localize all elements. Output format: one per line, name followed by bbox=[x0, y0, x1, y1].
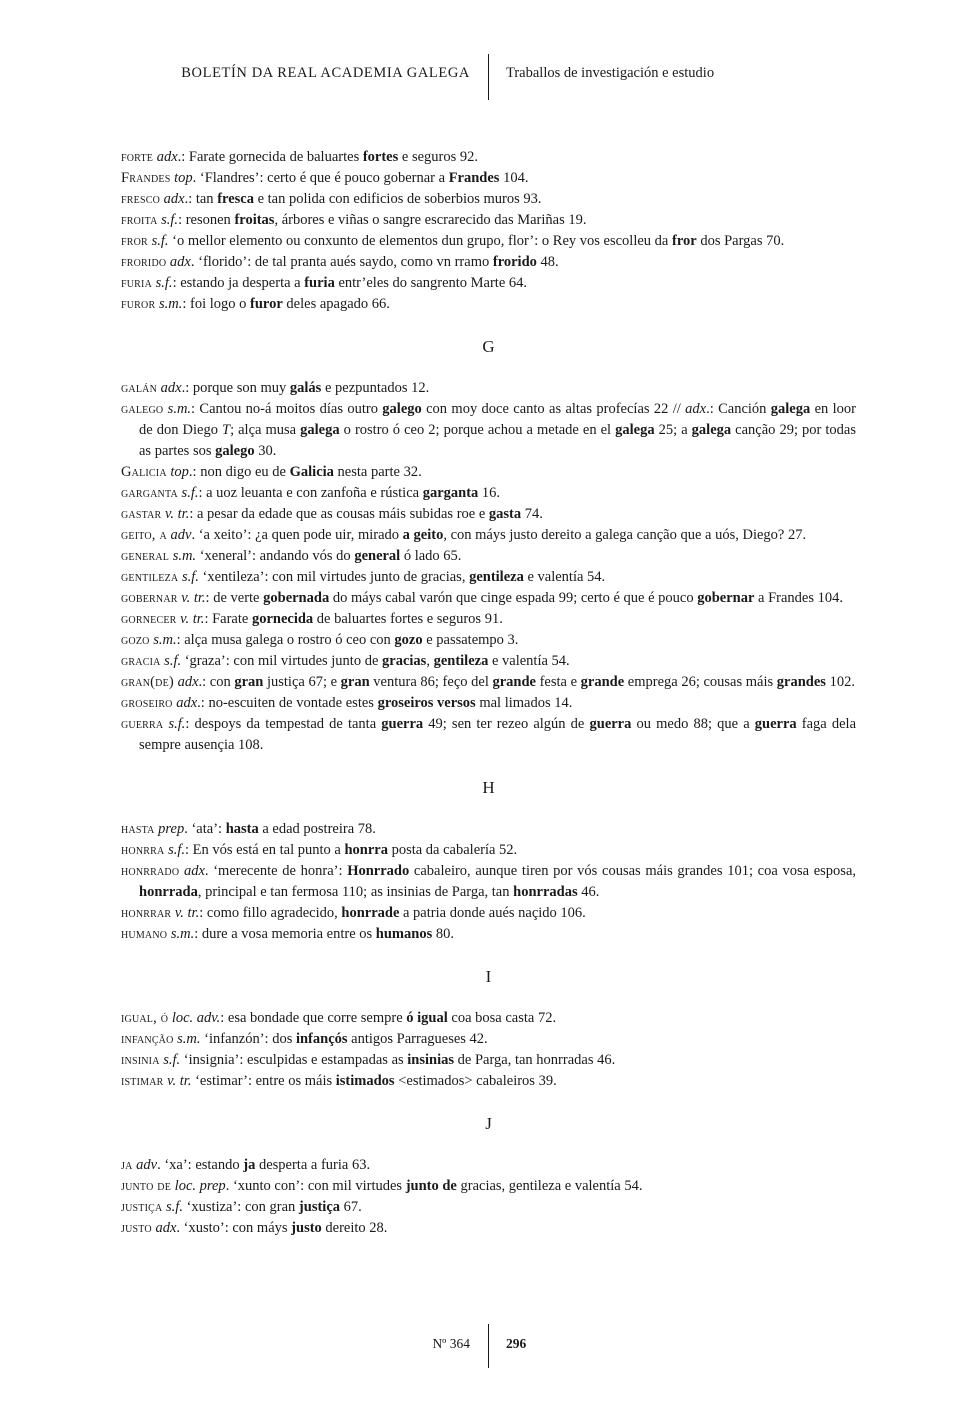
quoted-term: fortes bbox=[362, 149, 399, 165]
quoted-term: hasta bbox=[225, 821, 259, 837]
quoted-term: galego bbox=[215, 443, 255, 459]
headword: guerra bbox=[121, 716, 164, 732]
headword: honrrar bbox=[121, 905, 172, 921]
entry-text: justiça 67; e bbox=[263, 674, 341, 690]
glossary-entry bbox=[121, 210, 856, 231]
entry-text: canção 29; por todas as partes sos bbox=[139, 422, 856, 459]
glossary-entry bbox=[121, 1029, 856, 1050]
headword: junto de bbox=[121, 1178, 172, 1194]
headword: fror bbox=[121, 233, 148, 249]
entry-text: ‘xentileza’: con mil virtudes junto de gracias, bbox=[198, 569, 470, 585]
quoted-term: galega bbox=[615, 422, 655, 438]
entry-text: . ‘merecente de honra’: bbox=[204, 863, 348, 879]
grammar-label: v. tr. bbox=[180, 611, 205, 627]
headword: justo bbox=[121, 1220, 152, 1236]
grammar-label: s.f. bbox=[151, 233, 169, 249]
entry-text: ; alça musa bbox=[230, 422, 301, 438]
headword: justiça bbox=[121, 1199, 163, 1215]
headword: fresco bbox=[121, 191, 160, 207]
quoted-term: ó igual bbox=[406, 1010, 448, 1026]
quoted-term: gobernada bbox=[263, 590, 330, 606]
headword: furor bbox=[121, 296, 156, 312]
entry-text: . ‘Flandres’: certo é que é pouco gobernar a bbox=[192, 170, 449, 186]
entry-text: 80. bbox=[432, 926, 454, 942]
entry-text: gracias, gentileza e valentía 54. bbox=[456, 1178, 643, 1194]
glossary-entry bbox=[121, 672, 856, 693]
entry-text: dereito 28. bbox=[321, 1220, 388, 1236]
headword: humano bbox=[121, 926, 168, 942]
entry-text: a edad postreira 78. bbox=[258, 821, 376, 837]
entry-text: .: con bbox=[198, 674, 235, 690]
grammar-label: s.f. bbox=[181, 569, 199, 585]
quoted-term: gasta bbox=[488, 506, 522, 522]
headword: Frandes bbox=[121, 170, 171, 186]
issue-number: Nº 364 bbox=[432, 1336, 470, 1351]
entry-text: entr’eles do sangrento Marte 64. bbox=[334, 275, 528, 291]
quoted-term: garganta bbox=[422, 485, 479, 501]
section-title: Traballos de investigación e estudio bbox=[506, 65, 715, 81]
glossary-entry bbox=[121, 504, 856, 525]
grammar-label: s.m. bbox=[172, 548, 197, 564]
grammar-label: adx bbox=[176, 695, 198, 711]
entry-text: 49; sen ter rezeo algún de bbox=[423, 716, 590, 732]
glossary-entry bbox=[121, 903, 856, 924]
grammar-label: adv bbox=[170, 527, 192, 543]
quoted-term: gornecida bbox=[251, 611, 314, 627]
quoted-term: ja bbox=[243, 1157, 256, 1173]
entry-text: , principal e tan fermosa 110; as insinias de Parga, tan bbox=[197, 884, 514, 900]
headword: hasta bbox=[121, 821, 155, 837]
entry-text: do máys cabal varón que cinge espada 99; certo é que é pouco bbox=[329, 590, 698, 606]
grammar-label: s.f. bbox=[168, 842, 185, 858]
entry-text: , bbox=[426, 653, 434, 669]
glossary-entry bbox=[121, 840, 856, 861]
quoted-term: furia bbox=[304, 275, 335, 291]
entry-text: <estimados> cabaleiros 39. bbox=[394, 1073, 557, 1089]
glossary-entry bbox=[121, 1176, 856, 1197]
glossary-entry bbox=[121, 1218, 856, 1239]
quoted-term: guerra bbox=[754, 716, 797, 732]
entry-text: con moy doce canto as altas profecías 22 // bbox=[421, 401, 686, 417]
quoted-term: honrrade bbox=[341, 905, 400, 921]
entry-text: e valentía 54. bbox=[488, 653, 570, 669]
entry-text: . ‘xusto’: con máys bbox=[176, 1220, 292, 1236]
glossary-entry bbox=[121, 1071, 856, 1092]
entry-text: : como fillo agradecido, bbox=[199, 905, 342, 921]
glossary-entry bbox=[121, 630, 856, 651]
grammar-label: v. tr. bbox=[181, 590, 206, 606]
headword: general bbox=[121, 548, 170, 564]
quoted-term: istimados bbox=[335, 1073, 395, 1089]
quoted-term: infançós bbox=[295, 1031, 348, 1047]
quoted-term: gozo bbox=[394, 632, 423, 648]
headword: furia bbox=[121, 275, 153, 291]
quoted-term: galás bbox=[289, 380, 322, 396]
entry-text: cabaleiro, aunque tiren por vós cousas máis grandes 101; coa vosa esposa, bbox=[409, 863, 856, 879]
page-number: 296 bbox=[506, 1336, 527, 1351]
entry-text: ‘insignia’: esculpidas e estampadas as bbox=[180, 1052, 408, 1068]
quoted-term: frorido bbox=[492, 254, 537, 270]
grammar-label: v. tr. bbox=[174, 905, 200, 921]
entry-text: desperta a furia 63. bbox=[255, 1157, 371, 1173]
section-letter: I bbox=[485, 967, 492, 986]
glossary-entry bbox=[121, 378, 856, 399]
entry-text: o rostro ó ceo 2; porque achou a metade en el bbox=[339, 422, 616, 438]
entry-text: e tan polida con edificios de soberbios muros 93. bbox=[253, 191, 542, 207]
quoted-term: galega bbox=[691, 422, 732, 438]
entry-text: mal limados 14. bbox=[475, 695, 573, 711]
entry-text: e valentía 54. bbox=[523, 569, 606, 585]
entry-text: a Frandes 104. bbox=[754, 590, 843, 606]
entry-text: festa e bbox=[535, 674, 581, 690]
headword: gozo bbox=[121, 632, 150, 648]
journal-title: BOLETÍN DA REAL ACADEMIA GALEGA bbox=[181, 65, 470, 81]
headword: frorido bbox=[121, 254, 167, 270]
glossary-entry bbox=[121, 609, 856, 630]
entry-text: de baluartes fortes e seguros 91. bbox=[313, 611, 503, 627]
quoted-term: junto de bbox=[405, 1178, 457, 1194]
entry-text: .: Canción bbox=[706, 401, 771, 417]
glossary-entry bbox=[121, 399, 856, 462]
glossary-content bbox=[121, 147, 856, 1239]
entry-text: .: tan bbox=[184, 191, 218, 207]
entry-text: : esa bondade que corre sempre bbox=[220, 1010, 407, 1026]
entry-text: 104. bbox=[499, 170, 529, 186]
quoted-term: gran bbox=[340, 674, 370, 690]
glossary-entry bbox=[121, 714, 856, 756]
quoted-term: general bbox=[354, 548, 401, 564]
headword: gastar bbox=[121, 506, 162, 522]
entry-text: .: non digo eu de bbox=[188, 464, 290, 480]
grammar-label: adx bbox=[156, 149, 178, 165]
entry-text: : En vós está en tal punto a bbox=[184, 842, 345, 858]
entry-text: a patria donde aués naçido 106. bbox=[399, 905, 586, 921]
headword: Galicia bbox=[121, 464, 167, 480]
entry-text: . ‘ata’: bbox=[184, 821, 226, 837]
glossary-entry bbox=[121, 252, 856, 273]
headword: igual, ó bbox=[121, 1010, 169, 1026]
grammar-label: s.m. bbox=[158, 296, 183, 312]
glossary-entry bbox=[121, 693, 856, 714]
entry-text: . ‘xa’: estando bbox=[157, 1157, 244, 1173]
quoted-term: gentileza bbox=[469, 569, 524, 585]
glossary-entry bbox=[121, 567, 856, 588]
headword: istimar bbox=[121, 1073, 164, 1089]
grammar-label: s.f. bbox=[161, 212, 179, 228]
grammar-label: adx bbox=[685, 401, 707, 417]
entry-text: : de verte bbox=[205, 590, 264, 606]
entry-text: : despoys da tempestad de tanta bbox=[185, 716, 382, 732]
headword: honrrado bbox=[121, 863, 180, 879]
quoted-term: justiça bbox=[298, 1199, 341, 1215]
glossary-entry bbox=[121, 1050, 856, 1071]
grammar-label: v. tr. bbox=[167, 1073, 192, 1089]
glossary-entry bbox=[121, 273, 856, 294]
quoted-term: Honrrado bbox=[347, 863, 410, 879]
glossary-entry bbox=[121, 1008, 856, 1029]
quoted-term: honrradas bbox=[513, 884, 578, 900]
section-letter: J bbox=[485, 1114, 492, 1133]
quoted-term: grande bbox=[580, 674, 625, 690]
entry-text: e passatempo 3. bbox=[422, 632, 519, 648]
quoted-term: guerra bbox=[381, 716, 424, 732]
quoted-term: galego bbox=[382, 401, 422, 417]
grammar-label: v. tr. bbox=[165, 506, 190, 522]
entry-text: 25; a bbox=[654, 422, 692, 438]
headword: infanção bbox=[121, 1031, 174, 1047]
quoted-term: guerra bbox=[589, 716, 632, 732]
entry-text: : a uoz leuanta e con zanfoña e rústica bbox=[198, 485, 423, 501]
grammar-label: s.m. bbox=[153, 632, 177, 648]
entry-text: ventura 86; feço del bbox=[369, 674, 493, 690]
grammar-label: loc. adv. bbox=[171, 1010, 221, 1026]
headword: froita bbox=[121, 212, 158, 228]
glossary-entry bbox=[121, 294, 856, 315]
grammar-label: top bbox=[170, 464, 189, 480]
entry-text: . ‘xunto con’: con mil virtudes bbox=[225, 1178, 406, 1194]
glossary-entry bbox=[121, 462, 856, 483]
glossary-entry bbox=[121, 546, 856, 567]
entry-text: .: Farate gornecida de baluartes bbox=[177, 149, 363, 165]
entry-text: : dure a vosa memoria entre os bbox=[194, 926, 376, 942]
grammar-label: adx bbox=[183, 863, 205, 879]
quoted-term: gracias bbox=[382, 653, 427, 669]
grammar-label: s.m. bbox=[167, 401, 192, 417]
headword: insinia bbox=[121, 1052, 160, 1068]
entry-text: dos Pargas 70. bbox=[696, 233, 785, 249]
glossary-entry bbox=[121, 1155, 856, 1176]
quoted-term: grande bbox=[492, 674, 536, 690]
glossary-entry bbox=[121, 819, 856, 840]
quoted-term: fresca bbox=[217, 191, 254, 207]
entry-text: ‘xeneral’: andando vós do bbox=[196, 548, 355, 564]
entry-text: coa bosa casta 72. bbox=[447, 1010, 557, 1026]
quoted-term: groseiros versos bbox=[377, 695, 476, 711]
entry-text: 48. bbox=[536, 254, 559, 270]
quoted-term: a geito bbox=[402, 527, 444, 543]
entry-text: , con máys justo dereito a galega canção que a uós, Diego? 27. bbox=[443, 527, 807, 543]
headword: gracia bbox=[121, 653, 161, 669]
grammar-label: adx bbox=[163, 191, 185, 207]
quoted-term: gobernar bbox=[697, 590, 755, 606]
entry-text: ‘o mellor elemento ou conxunto de elementos dun grupo, flor’: o Rey vos escolleu da bbox=[168, 233, 672, 249]
grammar-label: s.f. bbox=[166, 1199, 183, 1215]
glossary-entry bbox=[121, 924, 856, 945]
quoted-term: insinias bbox=[407, 1052, 455, 1068]
entry-text: e pezpuntados 12. bbox=[321, 380, 430, 396]
entry-text: e seguros 92. bbox=[398, 149, 479, 165]
headword: gobernar bbox=[121, 590, 178, 606]
headword: groseiro bbox=[121, 695, 173, 711]
glossary-entry bbox=[121, 1197, 856, 1218]
entry-text: : resonen bbox=[178, 212, 235, 228]
glossary-entry bbox=[121, 231, 856, 252]
grammar-label: s.m. bbox=[170, 926, 195, 942]
entry-text: faga dela sempre ausençia 108. bbox=[139, 716, 857, 753]
grammar-label: adv bbox=[136, 1157, 158, 1173]
grammar-label: s.f. bbox=[181, 485, 199, 501]
grammar-label: adx bbox=[155, 1220, 177, 1236]
grammar-label: s.f. bbox=[168, 716, 186, 732]
section-letter: G bbox=[482, 337, 495, 356]
glossary-entry bbox=[121, 651, 856, 672]
entry-text: : estando ja desperta a bbox=[172, 275, 305, 291]
quoted-term: froitas bbox=[234, 212, 275, 228]
entry-text: ou medo 88; que a bbox=[631, 716, 755, 732]
headword: galán bbox=[121, 380, 157, 396]
entry-text: : Farate bbox=[204, 611, 252, 627]
glossary-entry bbox=[121, 525, 856, 546]
quoted-term: furor bbox=[250, 296, 283, 312]
entry-text: deles apagado 66. bbox=[282, 296, 390, 312]
quoted-term: honrrada bbox=[139, 884, 198, 900]
entry-text: 30. bbox=[254, 443, 277, 459]
entry-text: ‘estimar’: entre os máis bbox=[191, 1073, 336, 1089]
quoted-term: Frandes bbox=[448, 170, 500, 186]
entry-text: 16. bbox=[478, 485, 501, 501]
entry-text: . ‘florido’: de tal pranta aués saydo, como vn rramo bbox=[190, 254, 493, 270]
quoted-term: humanos bbox=[375, 926, 433, 942]
entry-text: : alça musa galega o rostro ó ceo con bbox=[176, 632, 395, 648]
quoted-term: honrra bbox=[344, 842, 388, 858]
entry-text: . ‘a xeito’: ¿a quen pode uir, mirado bbox=[191, 527, 403, 543]
header-divider bbox=[488, 54, 489, 100]
grammar-label: top bbox=[174, 170, 193, 186]
grammar-label: prep bbox=[158, 821, 185, 837]
entry-text: nesta parte 32. bbox=[333, 464, 422, 480]
quoted-term: gran bbox=[234, 674, 264, 690]
entry-text: .: no-escuiten de vontade estes bbox=[197, 695, 378, 711]
quoted-term: grandes bbox=[776, 674, 826, 690]
quoted-term: Galicia bbox=[289, 464, 334, 480]
entry-text: ‘graza’: con mil virtudes junto de bbox=[181, 653, 383, 669]
headword: gornecer bbox=[121, 611, 177, 627]
headword: gran(de) bbox=[121, 674, 174, 690]
entry-text: 46. bbox=[577, 884, 600, 900]
entry-text: : foi logo o bbox=[182, 296, 251, 312]
headword: ja bbox=[121, 1157, 133, 1173]
grammar-label: adx bbox=[169, 254, 191, 270]
entry-text: posta da cabalería 52. bbox=[387, 842, 518, 858]
entry-text: antigos Parragueses 42. bbox=[347, 1031, 488, 1047]
grammar-label: s.m. bbox=[177, 1031, 201, 1047]
section-letter: H bbox=[482, 778, 495, 797]
headword: gentileza bbox=[121, 569, 179, 585]
entry-text: , árbores e viñas o sangre escrarecido das Mariñas 19. bbox=[274, 212, 587, 228]
entry-text: 74. bbox=[521, 506, 543, 522]
headword: garganta bbox=[121, 485, 178, 501]
grammar-label: adx bbox=[177, 674, 199, 690]
quoted-term: galega bbox=[300, 422, 340, 438]
glossary-entry bbox=[121, 588, 856, 609]
entry-text: ‘infanzón’: dos bbox=[200, 1031, 296, 1047]
grammar-label: s.f. bbox=[164, 653, 182, 669]
headword: forte bbox=[121, 149, 154, 165]
entry-text: ó lado 65. bbox=[400, 548, 462, 564]
footer-divider bbox=[488, 1324, 489, 1368]
grammar-label: T bbox=[221, 422, 231, 438]
glossary-entry bbox=[121, 168, 856, 189]
entry-text: 67. bbox=[340, 1199, 362, 1215]
glossary-entry bbox=[121, 189, 856, 210]
glossary-entry bbox=[121, 147, 856, 168]
entry-text: 102. bbox=[825, 674, 855, 690]
entry-text: : a pesar da edade que as cousas máis subidas roe e bbox=[189, 506, 489, 522]
entry-text: ‘xustiza’: con gran bbox=[182, 1199, 299, 1215]
glossary-entry bbox=[121, 861, 856, 903]
grammar-label: loc. prep bbox=[174, 1178, 226, 1194]
entry-text: de Parga, tan honrradas 46. bbox=[454, 1052, 616, 1068]
entry-text: en loor de don Diego bbox=[139, 401, 856, 438]
quoted-term: justo bbox=[291, 1220, 322, 1236]
quoted-term: gentileza bbox=[433, 653, 489, 669]
grammar-label: adx bbox=[160, 380, 182, 396]
headword: honrra bbox=[121, 842, 165, 858]
headword: geito, a bbox=[121, 527, 167, 543]
glossary-entry bbox=[121, 483, 856, 504]
quoted-term: galega bbox=[770, 401, 811, 417]
entry-text: : Cantou no-á moitos días outro bbox=[191, 401, 383, 417]
grammar-label: s.f. bbox=[155, 275, 173, 291]
grammar-label: s.f. bbox=[163, 1052, 181, 1068]
entry-text: .: porque son muy bbox=[181, 380, 290, 396]
entry-text: emprega 26; cousas máis bbox=[624, 674, 777, 690]
headword: galego bbox=[121, 401, 164, 417]
quoted-term: fror bbox=[671, 233, 697, 249]
